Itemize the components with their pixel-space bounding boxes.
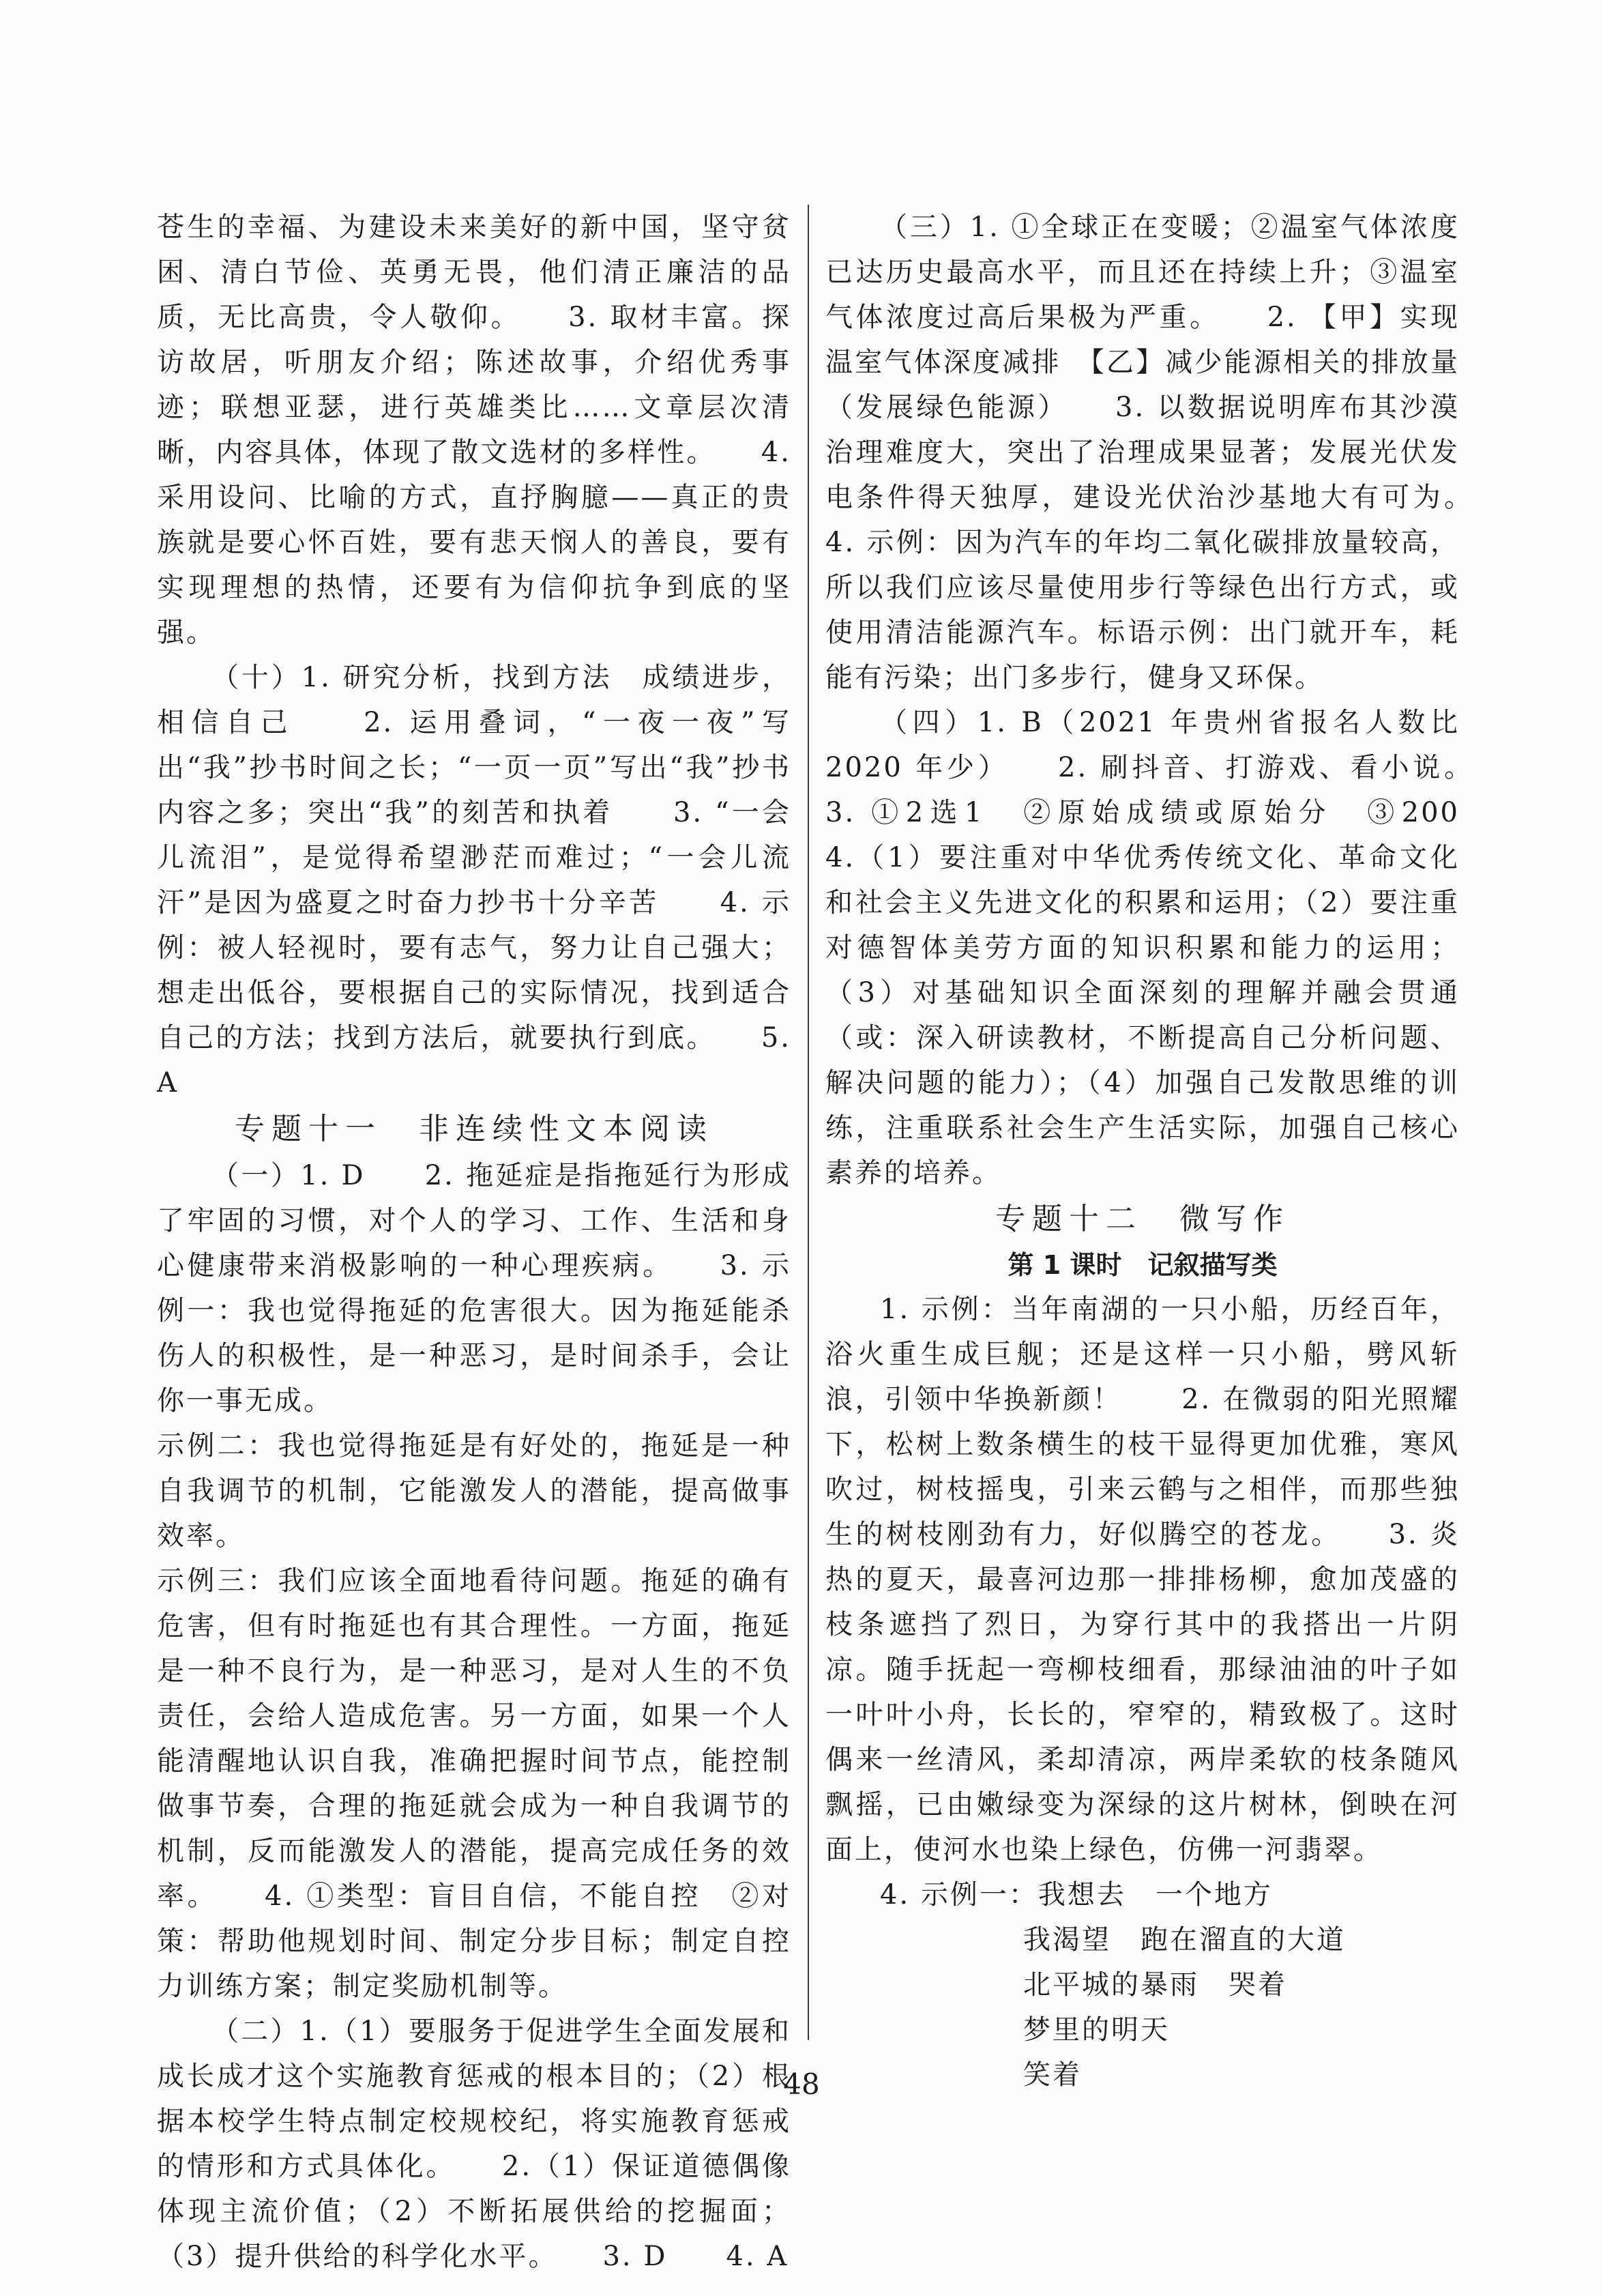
poem-line: 梦里的明天 xyxy=(1023,2014,1170,2046)
section-title: 专题十二 微写作 xyxy=(995,1202,1290,1236)
paragraph: （一）1. D 2. 拖延症是指拖延行为形成了牢固的习惯，对个人的学习、工作、生活和身心健康带来消极影响的一种心理疾病。 3. 示例一：我也觉得拖延的危害很大。因为拖延能杀伤人的积极性，是一种恶习，是时间杀手，会让你一事无成。 xyxy=(157,1160,791,1416)
left-column xyxy=(157,205,791,2279)
paragraph: （二）1.（1）要服务于促进学生全面发展和成长成才这个实施教育惩戒的根本目的；（2）根据本校学生特点制定校规校纪，将实施教育惩戒的情形和方式具体化。 2.（1）保证道德偶像体现主流价值；（2）不断拓展供给的挖掘面；（3）提升供给的科学化水平。 3. D 4. A xyxy=(157,2016,791,2272)
paragraph: （十）1. 研究分析，找到方法 成绩进步，相信自己 2. 运用叠词，“一夜一夜”写出“我”抄书时间之长；“一页一页”写出“我”抄书内容之多；突出“我”的刻苦和执着 3. “一会儿流泪”，是觉得希望渺茫而难过；“一会儿流汗”是因为盛夏之时奋力抄书十分辛苦 4. 示例：被人轻视时，要有志气，努力让自己强大；想走出低谷，要根据自己的实际情况，找到适合自己的方法；找到方法后，就要执行到底。 5. A xyxy=(157,662,791,1099)
right-column xyxy=(825,205,1518,2097)
poem-line: 4. 示例一：我想去 一个地方 xyxy=(880,1879,1273,1910)
paragraph: 示例二：我也觉得拖延是有好处的，拖延是一种自我调节的机制，它能激发人的潜能，提高做事效率。 xyxy=(157,1430,791,1552)
section-title: 专题十一 非连续性文本阅读 xyxy=(235,1111,714,1146)
paragraph: 1. 示例：当年南湖的一只小船，历经百年，浴火重生成巨舰；还是这样一只小船，劈风斩浪，引领中华换新颜！ 2. 在微弱的阳光照耀下，松树上数条横生的枝干显得更加优雅，寒风吹过，树枝摇曳，引来云鹤与之相伴，而那些独生的树枝刚劲有力，好似腾空的苍龙。 3. 炎热的夏天，最喜河边那一排排杨柳，愈加茂盛的枝条遮挡了烈日，为穿行其中的我搭出一片阴凉。随手抚起一弯柳枝细看，那绿油油的叶子如一叶叶小舟，长长的，窄窄的，精致极了。这时偶来一丝清风，柔却清凉，两岸柔软的枝条随风飘摇，已由嫩绿变为深绿的这片树林，倒映在河面上，使河水也染上绿色，仿佛一河翡翠。 xyxy=(825,1294,1460,1865)
page-number: 48 xyxy=(783,2067,820,2101)
column-divider xyxy=(808,205,809,2040)
poem-line: 我渴望 跑在溜直的大道 xyxy=(1023,1924,1346,1956)
paragraph: （四）1. B（2021 年贵州省报名人数比 2020 年少） 2. 刷抖音、打游戏、看小说。 3. ①2选1 ②原始成绩或原始分 ③200 4.（1）要注重对中华优秀传统文化、革命文化和社会主义先进文化的积累和运用；（2）要注重对德智体美劳方面的知识积累和能力的运用；（3）对基础知识全面深刻的理解并融会贯通（或：深入研读教材，不断提高自己分析问题、解决问题的能力）；（4）加强自己发散思维的训练，注重联系社会生产生活实际，加强自己核心素养的培养。 xyxy=(825,707,1518,1189)
paragraph: 苍生的幸福、为建设未来美好的新中国，坚守贫困、清白节俭、英勇无畏，他们清正廉洁的品质，无比高贵，令人敬仰。 3. 取材丰富。探访故居，听朋友介绍；陈述故事，介绍优秀事迹；联想亚瑟，进行英雄类比……文章层次清晰，内容具体，体现了散文选材的多样性。 4. 采用设问、比喻的方式，直抒胸臆——真正的贵族就是要心怀百姓，要有悲天悯人的善良，要有实现理想的热情，还要有为信仰抗争到底的坚强。 xyxy=(157,212,791,648)
poem-line: 北平城的暴雨 哭着 xyxy=(1023,1969,1287,2001)
paragraph: （三）1. ①全球正在变暖；②温室气体浓度已达历史最高水平，而且还在持续上升；③温室气体浓度过高后果极为严重。 2. 【甲】实现温室气体深度减排 【乙】减少能源相关的排放量（发展绿色能源） 3. 以数据说明库布其沙漠治理难度大，突出了治理成果显著；发展光伏发电条件得天独厚，建设光伏治沙基地大有可为。 4. 示例：因为汽车的年均二氧化碳排放量较高，所以我们应该尽量使用步行等绿色出行方式，或使用清洁能源汽车。标语示例：出门就开车，耗能有污染；出门多步行，健身又环保。 xyxy=(825,212,1518,693)
poem-line: 笑着 xyxy=(1023,2059,1082,2091)
paragraph: 示例三：我们应该全面地看待问题。拖延的确有危害，但有时拖延也有其合理性。一方面，拖延是一种不良行为，是一种恶习，是对人生的不负责任，会给人造成危害。另一方面，如果一个人能清醒地认识自我，准确把握时间节点，能控制做事节奏，合理的拖延就会成为一种自我调节的机制，反而能激发人的潜能，提高完成任务的效率。 4. ①类型：盲目自信，不能自控 ②对策：帮助他规划时间、制定分步目标；制定自控力训练方案；制定奖励机制等。 xyxy=(157,1565,791,2002)
lesson-subtitle: 第 1 课时 记叙描写类 xyxy=(1008,1250,1278,1280)
